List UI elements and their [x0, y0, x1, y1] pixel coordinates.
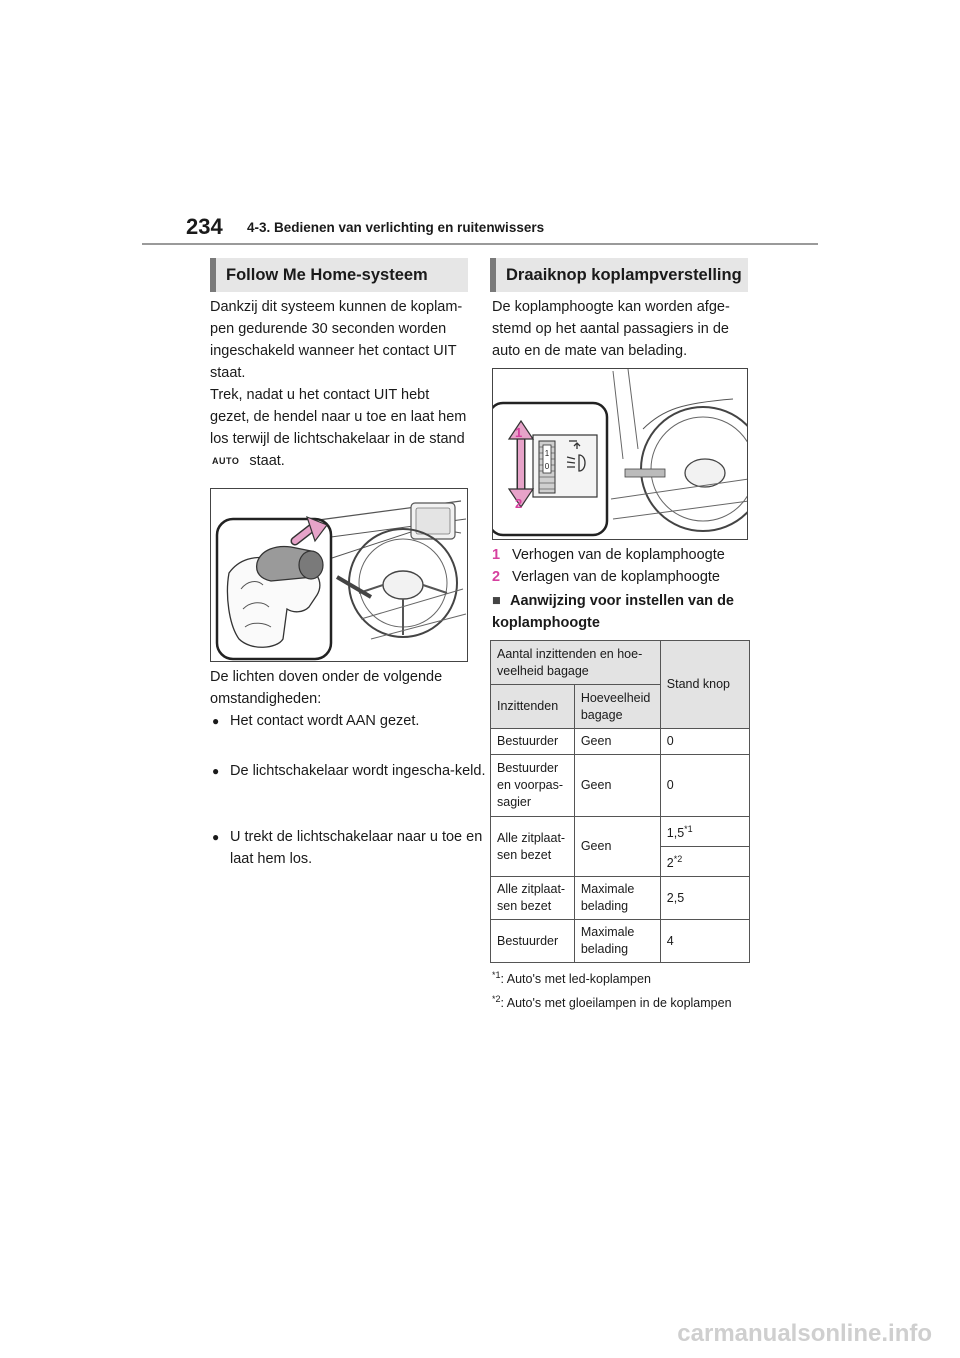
table-row: [491, 755, 750, 817]
chapter-title: 4-3. Bedienen van verlichting en ruitenwissers: [247, 220, 545, 235]
table-cell: Geen: [574, 817, 660, 877]
footnote-ref: *1: [684, 824, 693, 834]
follow-me-intro: Dankzij dit systeem kunnen de koplam-pen gedurende 30 seconden worden ingeschakeld wanneer het contact UIT staat.: [210, 299, 463, 381]
table-header-occupants-luggage: Aantal inzittenden en hoe-veelheid bagage: [491, 641, 661, 685]
table-cell: 4: [660, 920, 749, 963]
table-cell: Alle zitplaat-sen bezet: [491, 817, 575, 877]
table-cell: 0: [660, 755, 749, 817]
cell-value: 2: [666, 856, 674, 871]
table-header-dial-position: Stand knop: [660, 641, 749, 729]
table-row: [491, 729, 750, 755]
auto-icon: AUTO: [212, 456, 240, 467]
table-cell: Bestuurder: [491, 729, 575, 755]
item-number: 2: [492, 569, 501, 585]
table-cell: Maximale belading: [574, 877, 660, 920]
list-item: ● U trekt de lichtschakelaar naar u toe en laat hem los.: [212, 826, 486, 870]
leveling-item-lower: [492, 566, 754, 588]
dial-label-1: 1: [544, 449, 550, 458]
lever-illustration: [210, 488, 468, 662]
list-item: ● De lichtschakelaar wordt ingescha-keld.: [212, 760, 486, 782]
table-cell: 2,5: [660, 877, 749, 920]
table-cell: Geen: [574, 729, 660, 755]
sub-heading-text: Aanwijzing voor instellen van de koplamphoogte: [492, 593, 734, 631]
figure-label-raise: 1: [515, 425, 523, 440]
table-header-occupants: Inzittenden: [491, 685, 575, 729]
item-text: Verlagen van de koplamphoogte: [512, 569, 720, 585]
table-cell: 0: [660, 729, 749, 755]
table-row: [491, 920, 750, 963]
footnote-1: [492, 966, 754, 988]
leveling-intro: De koplamphoogte kan worden afge-stemd op het aantal passagiers in de auto en de mate van belading.: [492, 299, 730, 359]
table-cell: Maximale belading: [574, 920, 660, 963]
dial-label-0: 0: [544, 462, 550, 471]
follow-me-instruction: Trek, nadat u het contact UIT hebt gezet, de hendel naar u toe en laat hem los terwijl de lichtschakelaar in de stand: [210, 387, 467, 447]
lever-drawing: [211, 489, 468, 662]
table-cell: [660, 817, 749, 847]
table-header-luggage: Hoeveelheid bagage: [574, 685, 660, 729]
leveling-dial-illustration: [492, 368, 748, 540]
lights-off-intro: De lichten doven onder de volgende omstandigheden:: [210, 669, 443, 707]
table-cell: Bestuurder en voorpas-sagier: [491, 755, 575, 817]
sub-heading: [492, 590, 754, 634]
cell-value: 1,5: [666, 826, 685, 841]
table-cell: Alle zitplaat-sen bezet: [491, 877, 575, 920]
table-cell: Bestuurder: [491, 920, 575, 963]
leveling-table: [490, 640, 750, 963]
page-number: 234: [186, 214, 223, 239]
watermark: carmanualsonline.info: [677, 1320, 932, 1347]
list-item: ● Het contact wordt AAN gezet.: [212, 710, 486, 732]
figure-label-lower: 2: [515, 496, 523, 511]
section-heading-headlight-leveling: Draaiknop koplampverstelling: [490, 258, 748, 292]
table-cell: [660, 847, 749, 877]
footnote-text: : Auto's met gloeilampen in de koplampen: [500, 996, 732, 1011]
leveling-dial-drawing: [493, 369, 748, 540]
item-text: Verhogen van de koplamphoogte: [512, 547, 725, 563]
leveling-item-raise: [492, 544, 754, 566]
section-heading-follow-me-home: Follow Me Home-systeem: [210, 258, 468, 292]
footnote-mark: *1: [492, 970, 501, 980]
footnote-mark: *2: [492, 994, 501, 1004]
sub-heading-marker: ■: [492, 593, 501, 609]
auto-position-line: [212, 450, 412, 472]
table-row: [491, 817, 750, 847]
item-number: 1: [492, 547, 501, 563]
auto-position-suffix: staat.: [249, 453, 285, 469]
header-rule: [142, 243, 818, 245]
footnote-ref: *2: [673, 854, 683, 865]
table-cell: Geen: [574, 755, 660, 817]
footnote-text: : Auto's met led-koplampen: [500, 972, 651, 987]
footnote-2: [492, 990, 754, 1012]
table-row: [491, 877, 750, 920]
